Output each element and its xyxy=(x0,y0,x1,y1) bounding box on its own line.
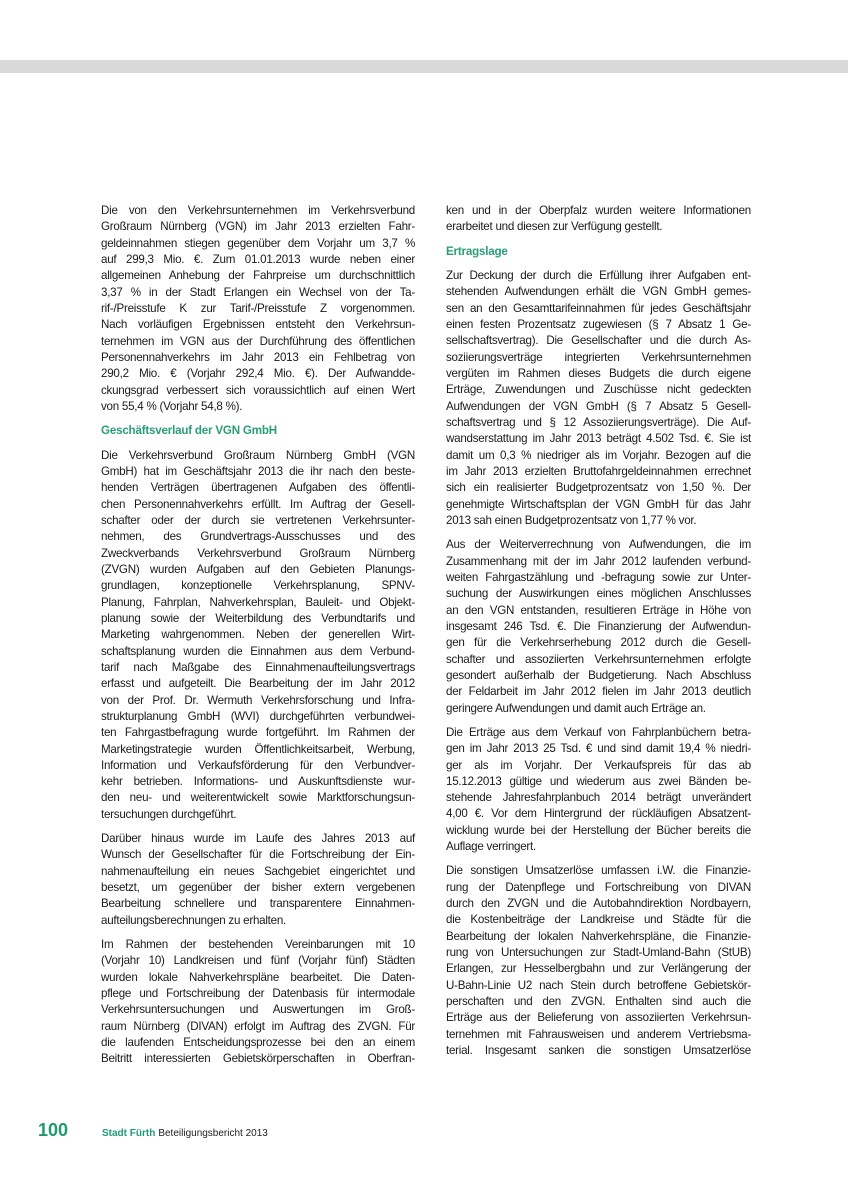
text-line: stehende Jahresfahrplanbuch 2014 beträgt unverändert xyxy=(446,791,751,805)
text-line: einen festen Prozentsatz zugewiesen (§ 7 Absatz 1 Ge- xyxy=(446,317,751,331)
text-line: suchung der Auswirkungen eines möglichen Anschlusses xyxy=(446,587,751,601)
text-line: rif-/Preisstufe K zur Tarif-/Preisstufe Z vorgenommen. xyxy=(101,301,415,315)
footer-city: Stadt Fürth xyxy=(102,1128,156,1139)
text-line: Marketingstrategie wurden Öffentlichkeitsarbeit, Werbung, xyxy=(101,742,415,756)
text-line: nahmenaufteilung ein neues Sachgebiet eingerichtet und xyxy=(101,864,415,878)
text-line: GmbH) hat im Geschäftsjahr 2013 die ihr nach den beste- xyxy=(101,464,415,478)
text-line: strukturplanung GmbH (WVI) durchgeführten verbundwei- xyxy=(101,709,415,723)
text-line: schaftsvertrag und § 12 Assoziierungsverträge). Die Auf- xyxy=(446,415,751,429)
page-footer xyxy=(38,1120,268,1141)
paragraph xyxy=(101,937,415,1068)
text-line: 290,2 Mio. € (Vorjahr 292,4 Mio. €). Der Aufwandde- xyxy=(101,367,415,381)
text-line: nehmen, des Grundvertrags-Ausschusses und des xyxy=(101,530,415,544)
text-line: ger als im Vorjahr. Der Verkaufspreis für das ab xyxy=(446,758,751,772)
text-line: schaftsplanung wurden die Einnahmen aus dem Verbund- xyxy=(101,644,415,658)
text-line: raum Nürnberg (DIVAN) erfolgt im Auftrag des ZVGN. Für xyxy=(101,1019,415,1033)
text-line: U-Bahn-Linie U2 nach Stein durch betroffene Gebietskör- xyxy=(446,978,751,992)
text-line: kehr betrieben. Informations- und Auskunftsdienste wur- xyxy=(101,775,415,789)
text-line: weiten Fahrgastzählung und -befragung sowie zur Unter- xyxy=(446,570,751,584)
text-line: Die von den Verkehrsunternehmen im Verkehrsverbund xyxy=(101,204,415,217)
text-line: Zusammenhang mit der im Jahr 2012 laufenden verbund- xyxy=(446,554,751,568)
text-line: erarbeitet und diesen zur Verfügung gestellt. xyxy=(446,220,663,234)
text-line: besetzt, um gegenüber der bisher extern vergebenen xyxy=(101,881,415,895)
text-line: Zur Deckung der durch die Erfüllung ihrer Aufgaben ent- xyxy=(446,268,751,282)
text-line: die laufenden Entscheidungsprozesse bei den an einem xyxy=(101,1036,415,1050)
text-line: chen Personennahverkehrs erfüllt. Im Auftrag der Gesell- xyxy=(101,497,415,511)
paragraph xyxy=(446,725,751,856)
paragraph xyxy=(446,203,751,236)
page-number: 100 xyxy=(38,1120,69,1140)
text-line: Erlangen, zur Hesselbergbahn und zur Verlängerung der xyxy=(446,962,751,976)
text-line: stehenden Aufwendungen erhält die VGN GmbH gemes- xyxy=(446,285,751,299)
text-line: den neu- und weiterentwickelt sowie Marktforschungsun- xyxy=(101,791,415,805)
paragraph xyxy=(446,537,751,717)
footer-report-title: Beteiligungsbericht 2013 xyxy=(158,1128,268,1139)
text-line: gen im Jahr 2013 25 Tsd. € und sind damit 19,4 % niedri- xyxy=(446,742,751,756)
text-line: soziierungsverträge integrierten Verkehrsunternehmen xyxy=(446,350,751,364)
text-line: Zweckverbands Verkehrsverbund Großraum Nürnberg xyxy=(101,546,415,560)
text-line: aufteilungsberechnungen zu erhalten. xyxy=(101,913,287,927)
paragraph xyxy=(101,203,415,415)
text-line: Aus der Weiterverrechnung von Aufwendungen, die im xyxy=(446,538,751,552)
text-line: von 55,4 % (Vorjahr 54,8 %). xyxy=(101,399,243,413)
text-line: (Vorjahr 10) Landkreisen und fünf (Vorjahr fünf) Städten xyxy=(101,954,415,968)
text-line: auf 299,3 Mio. €. Zum 01.01.2013 wurde neben einer xyxy=(101,252,415,266)
text-line: Bearbeitung schnellere und transparentere Einnahmen- xyxy=(101,897,415,911)
text-line: 2013 sah einen Budgetprozentsatz von 1,77 % vor. xyxy=(446,513,697,527)
text-line: planung sowie der Weiterbildung des Verbundtarifs und xyxy=(101,611,415,625)
section-heading: Geschäftsverlauf der VGN GmbH xyxy=(101,424,277,438)
text-line: (ZVGN) wurden Aufgaben auf den Gebieten Planungs- xyxy=(101,562,415,576)
text-line: Marketing wahrgenommen. Neben der generellen Wirt- xyxy=(101,628,415,642)
text-line: ken und in der Oberpfalz wurden weitere Informationen xyxy=(446,204,751,217)
text-line: 4,00 €. Vor dem Hintergrund der rückläufigen Absatzent- xyxy=(446,807,751,821)
text-line: damit um 0,3 % niedriger als im Vorjahr. Bezogen auf die xyxy=(446,448,751,462)
text-line: tarif nach Maßgabe des Einnahmenaufteilungsvertrags xyxy=(101,660,415,674)
text-line: sen an den Gesamttarifeinnahmen für jedes Geschäftsjahr xyxy=(446,301,751,315)
left-column xyxy=(101,203,415,1076)
text-line: wandserstattung im Jahr 2013 beträgt 4.502 Tsd. €. Sie ist xyxy=(446,432,751,446)
paragraph xyxy=(101,831,415,929)
text-line: Information und Verkaufsförderung für den Verbundver- xyxy=(101,758,415,772)
text-line: Die Verkehrsverbund Großraum Nürnberg GmbH (VGN xyxy=(101,448,415,462)
text-line: rung der Datenpflege und Fortschreibung von DIVAN xyxy=(446,880,751,894)
text-line: 3,37 % in der Stadt Erlangen ein Wechsel von der Ta- xyxy=(101,285,415,299)
text-line: ternehmen im VGN aus der Durchführung des öffentlichen xyxy=(101,334,415,348)
text-line: Im Rahmen der bestehenden Vereinbarungen mit 10 xyxy=(101,938,415,952)
text-line: Die Erträge aus dem Verkauf von Fahrplanbüchern betra- xyxy=(446,725,751,739)
text-line: Planung, Fahrplan, Nahverkehrsplan, Bauleit- und Objekt- xyxy=(101,595,415,609)
text-line: Darüber hinaus wurde im Laufe des Jahres 2013 auf xyxy=(101,832,415,846)
text-line: wicklung wurde bei der Herstellung der Bücher bereits die xyxy=(446,823,751,837)
text-line: vergüten im Rahmen dieses Budgets die durch eigene xyxy=(446,366,751,380)
text-line: wurden lokale Nahverkehrspläne bearbeitet. Die Daten- xyxy=(101,970,415,984)
section-heading: Ertragslage xyxy=(446,244,508,258)
text-line: von der Prof. Dr. Wermuth Verkehrsforschung und Infra- xyxy=(101,693,415,707)
text-line: Auflage verringert. xyxy=(446,840,536,854)
text-line: gen für die Verkehrserhebung 2012 durch die Gesell- xyxy=(446,636,751,650)
text-line: Bearbeitung der lokalen Nahverkehrspläne, die Finanzie- xyxy=(446,929,751,943)
paragraph xyxy=(446,268,751,529)
text-line: sellschaftsvertrag). Die Gesellschafter und die durch As- xyxy=(446,334,751,348)
text-line: im Jahr 2013 erzielten Bruttofahrgeldeinnahmen errechnet xyxy=(446,464,751,478)
text-line: an den VGN entstanden, resultieren Erträge in Höhe von xyxy=(446,603,751,617)
paragraph xyxy=(101,448,415,824)
text-line: sich ein realisierter Budgetprozentsatz von 1,50 %. Der xyxy=(446,481,751,495)
text-line: grundlagen, konzeptionelle Verkehrsplanung, SPNV- xyxy=(101,579,415,593)
text-line: henden Verträgen übertragenen Aufgaben des öffentli- xyxy=(101,481,415,495)
text-line: pflege und Fortschreibung der Datenbasis für intermodale xyxy=(101,987,415,1001)
text-line: Aufwendungen der VGN GmbH (§ 7 Absatz 5 Gesell- xyxy=(446,399,751,413)
text-line: genehmigte Wirtschaftsplan der VGN GmbH für das Jahr xyxy=(446,497,751,511)
text-line: terial. Insgesamt sanken die sonstigen Umsatzerlöse xyxy=(446,1044,751,1058)
text-line: rung von Untersuchungen zur Stadt-Umland-Bahn (StUB) xyxy=(446,946,751,960)
text-line: durch den ZVGN und die Autobahndirektion Nordbayern, xyxy=(446,897,751,911)
text-line: Wunsch der Gesellschafter für die Fortschreibung der Ein- xyxy=(101,848,415,862)
text-line: Nach vorläufigen Ergebnissen entsteht den Verkehrsun- xyxy=(101,318,415,332)
right-column xyxy=(446,203,751,1067)
text-line: perschaften und den ZVGN. Enthalten sind auch die xyxy=(446,995,751,1009)
text-line: allgemeinen Anhebung der Fahrpreise um durchschnittlich xyxy=(101,269,415,283)
text-line: tersuchungen durchgeführt. xyxy=(101,807,237,821)
text-line: insgesamt 246 Tsd. €. Die Finanzierung der Aufwendun- xyxy=(446,619,751,633)
text-line: Personennahverkehrs im Jahr 2013 ein Fehlbetrag von xyxy=(101,350,415,364)
text-line: die Kostenbeiträge der Landkreise und Städte für die xyxy=(446,913,751,927)
text-line: Erträge aus der Belieferung von assoziierten Verkehrsun- xyxy=(446,1011,751,1025)
text-line: ckungsgrad verbessert sich voraussichtlich auf einen Wert xyxy=(101,383,415,397)
text-line: gesondert außerhalb der Budgetierung. Nach Abschluss xyxy=(446,668,751,682)
text-line: schafter und assoziierten Verkehrsunternehmen erfolgte xyxy=(446,652,751,666)
text-line: Großraum Nürnberg (VGN) im Jahr 2013 erzielten Fahr- xyxy=(101,220,415,234)
text-line: Die sonstigen Umsatzerlöse umfassen i.W. die Finanzie- xyxy=(446,864,751,878)
paragraph xyxy=(446,863,751,1059)
text-line: geldeinnahmen stiegen gegenüber dem Vorjahr um 3,7 % xyxy=(101,236,415,250)
text-line: geringere Aufwendungen und damit auch Erträge an. xyxy=(446,701,706,715)
text-line: Verkehrsuntersuchungen und Auswertungen im Groß- xyxy=(101,1003,415,1017)
text-line: der Feldarbeit im Jahr 2012 fielen im Jahr 2013 deutlich xyxy=(446,685,751,699)
text-line: 15.12.2013 gültige und wiederum aus zwei Bänden be- xyxy=(446,774,751,788)
top-gray-bar xyxy=(0,60,848,73)
text-line: ternehmen mit Fahrausweisen und anderem Vertriebsma- xyxy=(446,1027,751,1041)
text-line: Erträge, Zuwendungen und Zuschüsse nicht gedeckten xyxy=(446,383,751,397)
text-line: Beitritt interessierten Gebietskörperschaften in Oberfran- xyxy=(101,1052,415,1066)
text-line: ten Fahrgastbefragung wurde fortgeführt. Im Rahmen der xyxy=(101,726,415,740)
text-line: schafter oder der durch sie vertretenen Verkehrsunter- xyxy=(101,513,415,527)
text-line: erfasst und aufgeteilt. Die Bearbeitung der im Jahr 2012 xyxy=(101,677,415,691)
